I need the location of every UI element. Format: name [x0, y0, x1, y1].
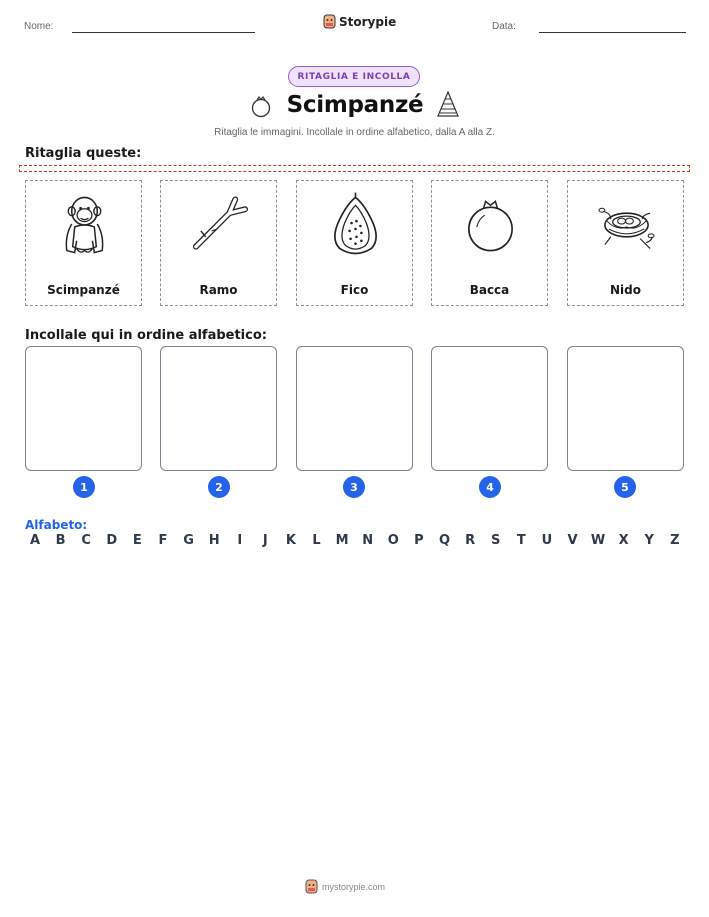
page-title: Scimpanzé	[286, 92, 424, 118]
alphabet-letter: I	[237, 533, 243, 548]
alphabet-letter: S	[491, 533, 501, 548]
footer	[305, 879, 405, 894]
name-label: Nome:	[24, 21, 54, 32]
alphabet-letter: N	[362, 533, 374, 548]
alphabet-letter: B	[55, 533, 66, 548]
chimpanzee-icon	[55, 191, 114, 259]
cut-line	[19, 165, 690, 172]
nest-icon	[597, 191, 656, 259]
paste-slot-1[interactable]	[25, 346, 142, 471]
cut-card-branch[interactable]	[160, 180, 277, 306]
storypie-mascot-icon	[305, 879, 318, 894]
cut-card-chimpanzee[interactable]	[25, 180, 142, 306]
paste-slot-2[interactable]	[160, 346, 277, 471]
alphabet-letter: M	[335, 533, 349, 548]
slot-number-3: 3	[343, 476, 365, 498]
alphabet-letter: X	[618, 533, 629, 548]
cut-card-fig[interactable]	[296, 180, 413, 306]
alphabet-letter: F	[158, 533, 168, 548]
alphabet-letter: T	[516, 533, 526, 548]
nest-cone-title-icon	[435, 90, 461, 120]
alphabet-letter: J	[262, 533, 268, 548]
alphabet-letter: R	[465, 533, 476, 548]
storypie-mascot-icon	[323, 14, 336, 29]
cut-card-berry[interactable]	[431, 180, 548, 306]
paste-heading: Incollale qui in ordine alfabetico:	[25, 328, 267, 343]
slot-number-2: 2	[208, 476, 230, 498]
alphabet-row	[25, 533, 685, 548]
footer-site[interactable]: mystorypie.com	[322, 881, 386, 892]
cut-card-nest[interactable]	[567, 180, 684, 306]
card-label: Scimpanzé	[47, 283, 120, 297]
paste-slot-3[interactable]	[296, 346, 413, 471]
slot-number-5: 5	[614, 476, 636, 498]
alphabet-letter: V	[567, 533, 578, 548]
date-label: Data:	[492, 21, 516, 32]
date-line[interactable]	[539, 32, 686, 33]
slot-number-4: 4	[479, 476, 501, 498]
alphabet-letter: W	[590, 533, 606, 548]
alphabet-letter: Z	[670, 533, 680, 548]
alphabet-letter: O	[387, 533, 399, 548]
card-label: Nido	[610, 283, 641, 297]
paste-slot-5[interactable]	[567, 346, 684, 471]
alphabet-letter: C	[81, 533, 91, 548]
alphabet-letter: P	[414, 533, 424, 548]
alphabet-letter: E	[132, 533, 142, 548]
name-line[interactable]	[72, 32, 255, 33]
card-label: Ramo	[199, 283, 238, 297]
alphabet-letter: G	[183, 533, 194, 548]
alphabet-letter: D	[106, 533, 118, 548]
alphabet-letter: Q	[438, 533, 451, 548]
paste-slot-4[interactable]	[431, 346, 548, 471]
alphabet-title: Alfabeto:	[25, 518, 88, 532]
alphabet-letter: Y	[644, 533, 654, 548]
brand-name: Storypie	[339, 14, 397, 29]
activity-badge: RITAGLIA E INCOLLA	[288, 66, 420, 87]
alphabet-letter: A	[29, 533, 41, 548]
slot-number-1: 1	[73, 476, 95, 498]
card-label: Fico	[340, 283, 369, 297]
card-label: Bacca	[469, 283, 510, 297]
alphabet-letter: U	[541, 533, 553, 548]
berry-icon	[461, 191, 520, 259]
alphabet-letter: H	[208, 533, 220, 548]
branch-icon	[190, 191, 249, 259]
alphabet-letter: K	[285, 533, 296, 548]
instructions: Ritaglia le immagini. Incollale in ordine alfabetico, dalla A alla Z.	[214, 127, 495, 138]
alphabet-letter: L	[312, 533, 321, 548]
cut-heading: Ritaglia queste:	[25, 146, 142, 161]
brand-logo	[323, 14, 396, 29]
fig-icon	[326, 191, 385, 259]
